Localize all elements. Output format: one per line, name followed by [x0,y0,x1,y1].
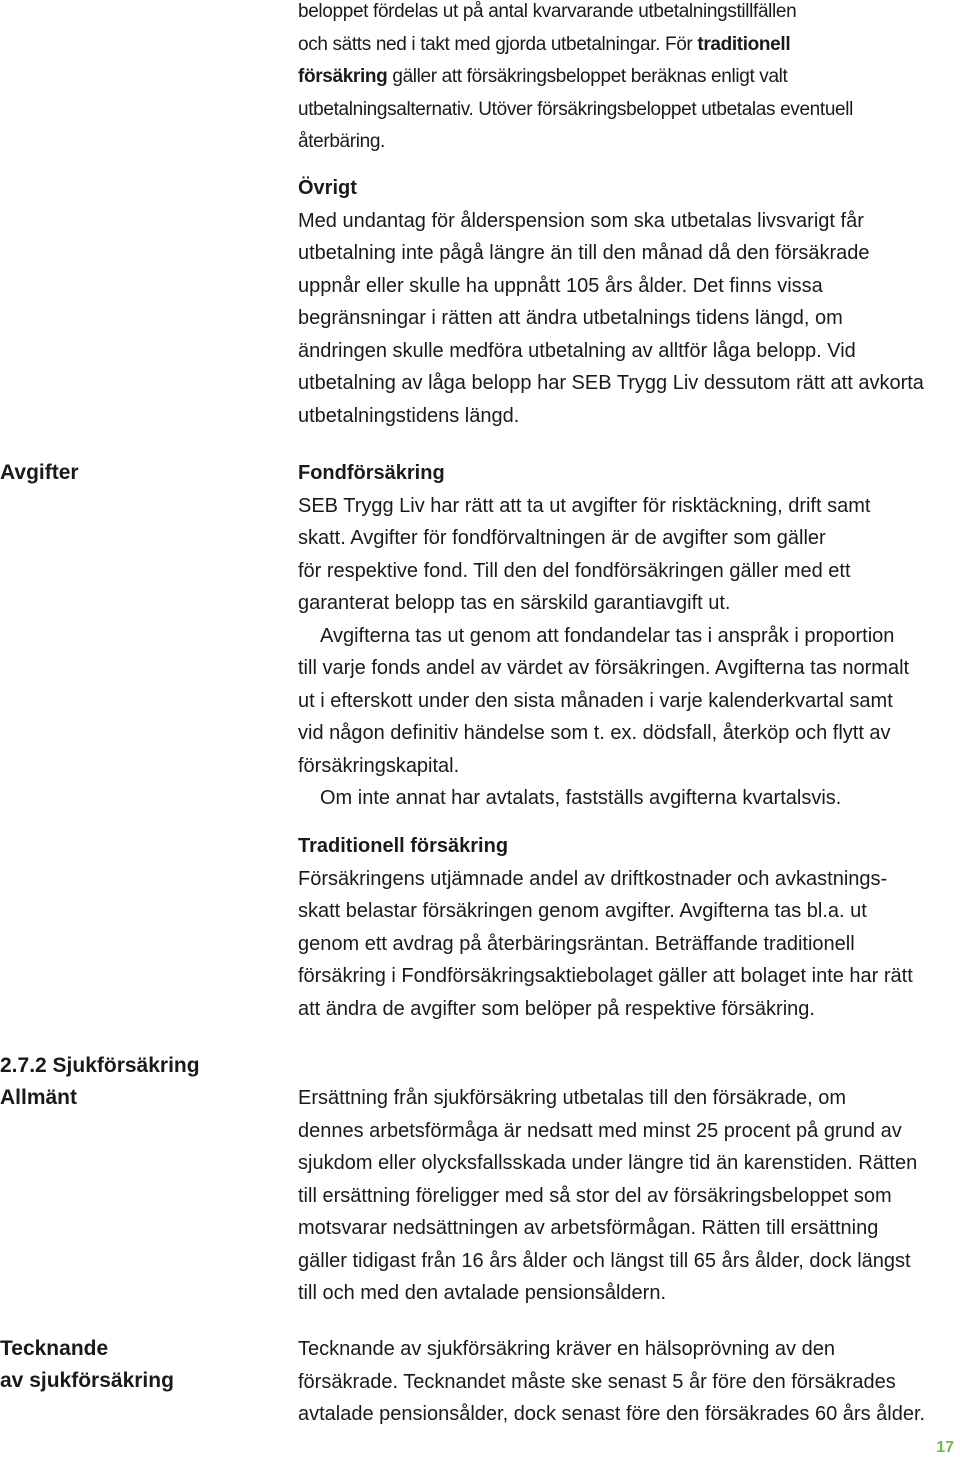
intro-line-5: återbäring. [298,131,385,152]
ovrigt-line: uppnår eller skulle ha uppnått 105 års ålder. Det finns vissa [298,274,823,297]
allmant-line: dennes arbetsförmåga är nedsatt med minst 25 procent på grund av [298,1119,902,1142]
allmant-line: till ersättning föreligger med så stor del av försäkringsbeloppet som [298,1184,892,1207]
fond-p1-line: garanterat belopp tas en särskild garantiavgift ut. [298,592,731,614]
ovrigt-line: utbetalning av låga belopp har SEB Trygg Liv dessutom rätt att avkorta [298,372,924,394]
traditionell-line: att ändra de avgifter som belöper på respektive försäkring. [298,997,815,1020]
intro-line-4: utbetalningsalternativ. Utöver försäkringsbeloppet utbetalas eventuell [298,98,854,120]
intro-line-2: och sätts ned i takt med gjorda utbetalningar. För traditionell [298,33,791,55]
traditionell-heading: Traditionell försäkring [298,835,509,857]
traditionell-section [298,830,953,1025]
allmant-line: sjukdom eller olycksfallsskada under längre tid än karenstiden. Rätten [298,1152,918,1174]
allmant-line: Ersättning från sjukförsäkring utbetalas till den försäkrade, om [298,1087,847,1109]
tecknande-line: försäkrade. Tecknandet måste ske senast 5 år före den försäkrades [298,1370,896,1393]
allmant-section [298,1082,953,1310]
tecknande-line: Tecknande av sjukförsäkring kräver en hälsoprövning av den [298,1338,835,1360]
fond-p3-line: Om inte annat har avtalats, fastställs avgifterna kvartalsvis. [320,787,842,809]
sidebar-tecknande-label: Tecknande av sjukförsäkring [0,1337,174,1392]
fond-p1-line: skatt. Avgifter för fondförvaltningen är de avgifter som gäller [298,527,826,549]
allmant-line: till och med den avtalade pensionsåldern. [298,1282,667,1304]
intro-line-1: beloppet fördelas ut på antal kvarvarande utbetalningstillfällen [298,1,797,22]
ovrigt-line: ändringen skulle medföra utbetalning av alltför låga belopp. Vid [298,339,856,362]
fond-p2-line: vid någon definitiv händelse som t. ex. dödsfall, återköp och flytt av [298,722,891,744]
bold-term-forsakring: försäkring [298,66,388,87]
traditionell-line: Försäkringens utjämnade andel av driftkostnader och avkastnings- [298,867,888,890]
bold-term-traditionell: traditionell [697,33,791,55]
ovrigt-line: Med undantag för ålderspension som ska utbetalas livsvarigt får [298,209,864,232]
fond-p2-line: ut i efterskott under den sista månaden i varje kalenderkvartal samt [298,689,893,712]
page-number: 17 [936,1439,954,1456]
traditionell-line: försäkring i Fondförsäkringsaktiebolaget gäller att bolaget inte har rätt [298,965,913,987]
fond-p1-line: SEB Trygg Liv har rätt att ta ut avgifter för risktäckning, drift samt [298,494,871,517]
traditionell-line: genom ett avdrag på återbäringsräntan. Beträffande traditionell [298,932,855,955]
intro-line-3: försäkring gäller att försäkringsbeloppet beräknas enligt valt [298,66,788,87]
traditionell-line: skatt belastar försäkringen genom avgifter. Avgifterna tas bl.a. ut [298,900,867,922]
ovrigt-line: utbetalning inte pågå längre än till den månad då den försäkrade [298,242,870,264]
tecknande-line: avtalade pensionsålder, dock senast före den försäkrades 60 års ålder. [298,1403,926,1425]
allmant-line: motsvarar nedsättningen av arbetsförmågan. Rätten till ersättning [298,1217,879,1239]
sidebar-section-title [0,1050,200,1114]
allmant-line: gäller tidigast från 16 års ålder och längst till 65 års ålder, dock längst [298,1249,911,1272]
fond-p2-line: till varje fonds andel av värdet av försäkringen. Avgifterna tas normalt [298,657,910,679]
ovrigt-heading: Övrigt [298,177,357,199]
ovrigt-line: begränsningar i rätten att ändra utbetalnings tidens längd, om [298,307,843,329]
sidebar-avgifter-label: Avgifter [0,461,79,484]
fond-p1-line: för respektive fond. Till den del fondförsäkringen gäller med ett [298,559,851,582]
fond-p2-line: försäkringskapital. [298,754,460,777]
ovrigt-section [298,172,953,432]
tecknande-section [298,1333,953,1431]
fondforsakring-section [298,457,953,815]
section-number-title: 2.7.2 Sjukförsäkring [0,1054,200,1077]
intro-paragraph [298,0,953,159]
allmant-label: Allmänt [0,1086,78,1109]
ovrigt-line: utbetalningstidens längd. [298,404,520,427]
fondforsakring-heading: Fondförsäkring [298,462,445,484]
fond-p2-line: Avgifterna tas ut genom att fondandelar tas i anspråk i proportion [320,624,895,647]
